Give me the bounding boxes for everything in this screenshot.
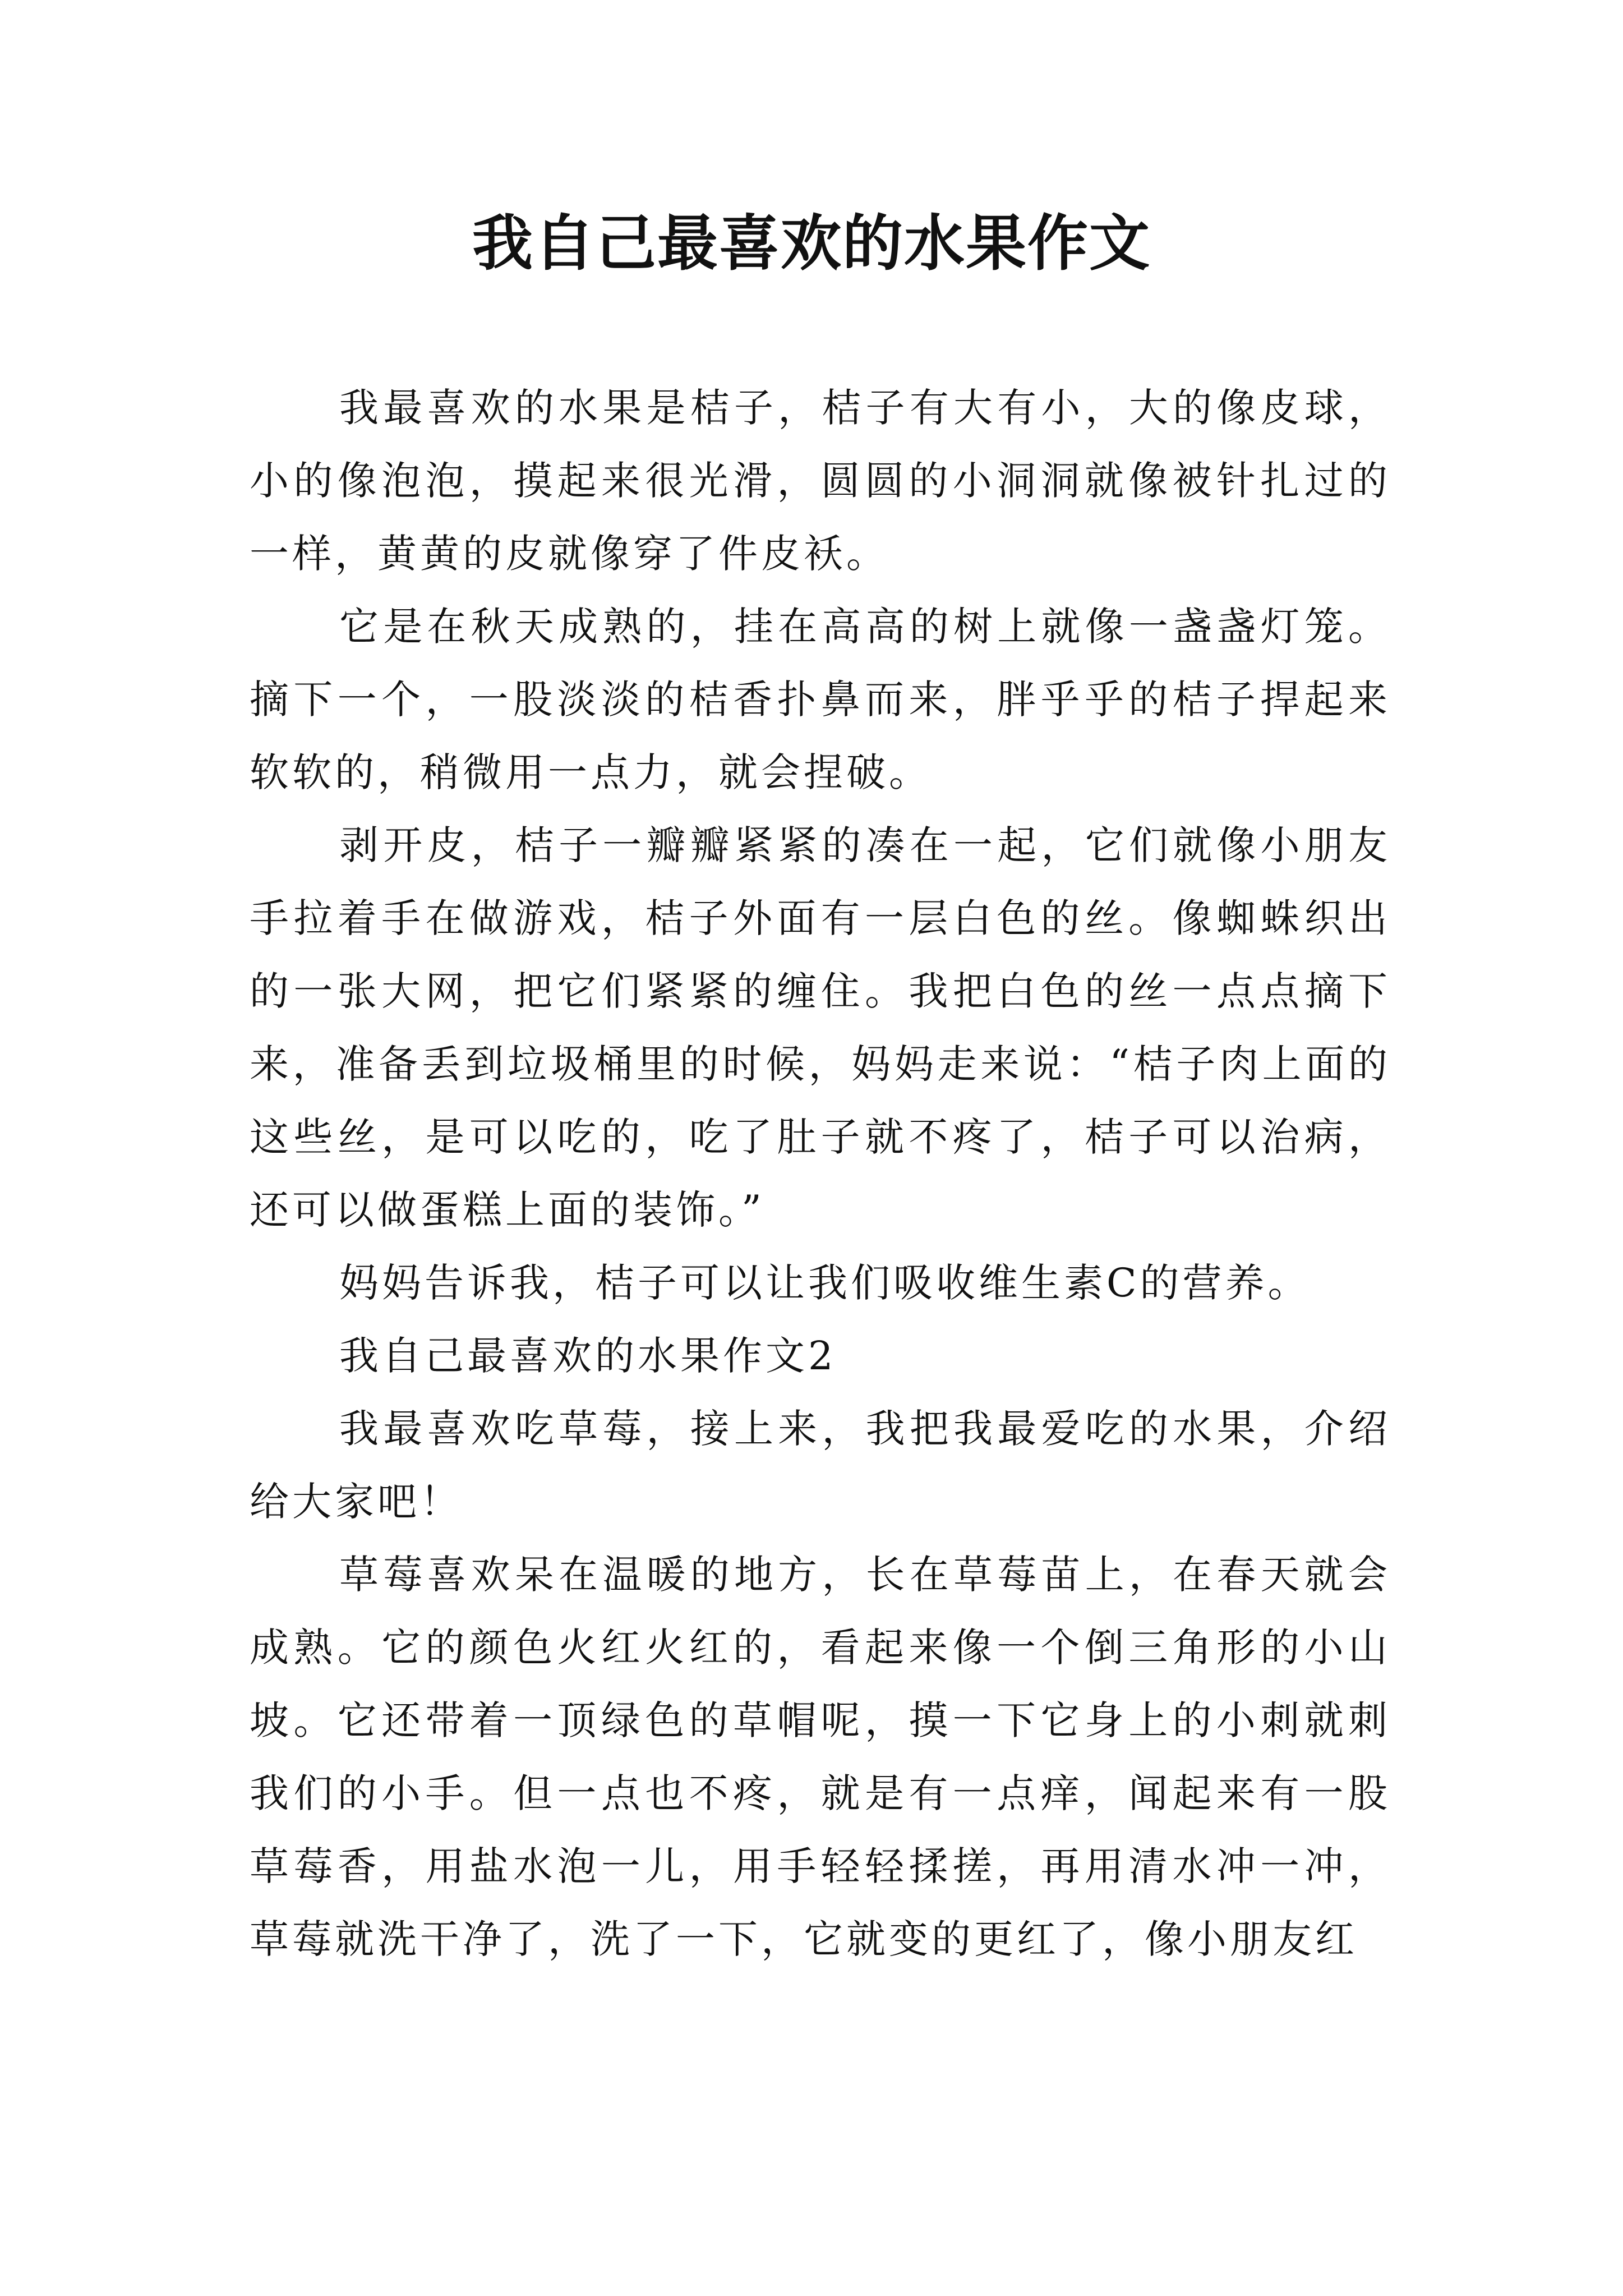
paragraph: 我最喜欢吃草莓，接上来，我把我最爱吃的水果，介绍给大家吧！: [250, 1406, 1391, 1525]
paragraph: 我最喜欢的水果是桔子，桔子有大有小，大的像皮球，小的像泡泡，摸起来很光滑，圆圆的小洞洞就像被针扎过的一样，黄黄的皮就像穿了件皮袄。: [250, 385, 1391, 577]
section-heading: 我自己最喜欢的水果作文2: [339, 1333, 837, 1379]
paragraph: 它是在秋天成熟的，挂在高高的树上就像一盏盏灯笼。摘下一个，一股淡淡的桔香扑鼻而来，胖乎乎的桔子捍起来软软的，稍微用一点力，就会捏破。: [250, 604, 1391, 795]
paragraph: 剥开皮，桔子一瓣瓣紧紧的凑在一起，它们就像小朋友手拉着手在做游戏，桔子外面有一层白色的丝。像蜘蛛织出的一张大网，把它们紧紧的缠住。我把白色的丝一点点摘下来，准备丢到垃圾桶里的时候，妈妈走来说：“桔子肉上面的这些丝，是可以吃的，吃了肚子就不疼了，桔子可以治病，还可以做蛋糕上面的装饰。”: [250, 822, 1391, 1233]
paragraph: 草莓喜欢呆在温暖的地方，长在草莓苗上，在春天就会成熟。它的颜色火红火红的，看起来像一个倒三角形的小山坡。它还带着一顶绿色的草帽呢，摸一下它身上的小刺就刺我们的小手。但一点也不疼，就是有一点痒，闻起来有一股草莓香，用盐水泡一儿，用手轻轻揉搓，再用清水冲一冲，草莓就洗干净了，洗了一下，它就变的更红了，像小朋友红: [250, 1552, 1391, 1962]
document-body: [250, 371, 1391, 1976]
paragraph: 妈妈告诉我，桔子可以让我们吸收维生素C的营养。: [339, 1260, 1311, 1306]
document-title: 我自己最喜欢的水果作文: [472, 209, 1151, 279]
